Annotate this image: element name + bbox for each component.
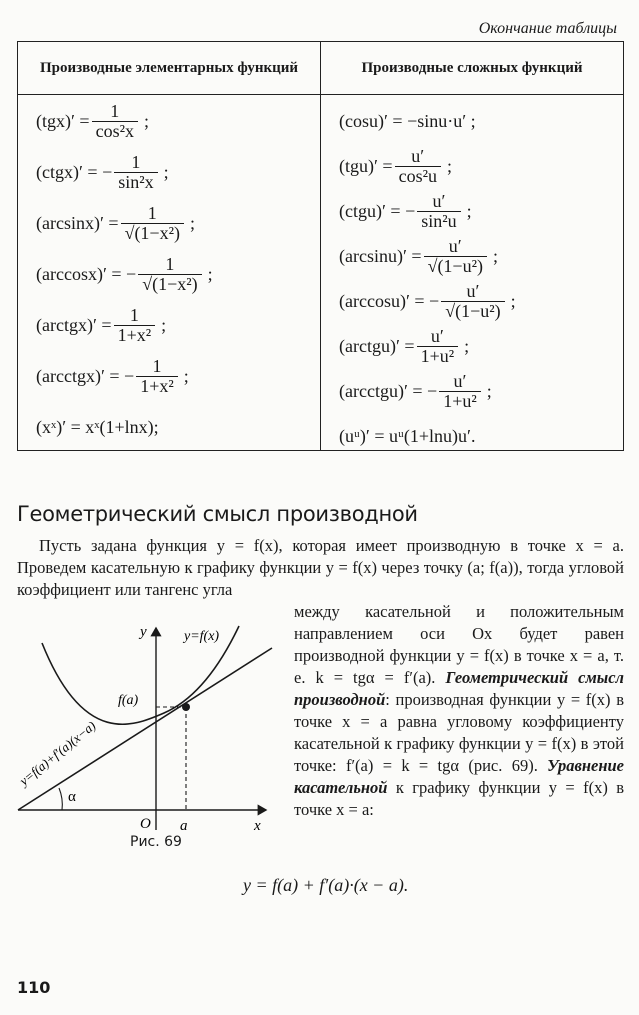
fraction-denominator: cos²u xyxy=(395,166,441,186)
column-header-elementary: Производные элементарных функций xyxy=(18,42,321,95)
fraction-denominator: 1+u² xyxy=(439,391,481,411)
fraction-denominator: sin²u xyxy=(417,211,460,231)
fraction-numerator: u′ xyxy=(430,325,444,346)
formula-lhs: (tgu)′ = xyxy=(339,155,393,176)
formula-lhs: (arcsinu)′ = xyxy=(339,245,422,266)
formula xyxy=(36,254,213,294)
fraction-numerator: u′ xyxy=(453,370,467,391)
elementary-formulas-cell xyxy=(18,95,321,451)
fraction-numerator: 1 xyxy=(110,100,120,121)
text-run: : производная функции y = f(x) в точке x = a равна угловому коэффициенту касательной к графику функции y = f(x) в этой точке: f′(a) = k = tgα (рис. 69). xyxy=(294,690,624,775)
fraction-numerator: u′ xyxy=(411,145,425,166)
formula-tail: ; xyxy=(466,200,472,221)
formula xyxy=(339,191,472,231)
formula-lhs: (arcctgx)′ = − xyxy=(36,365,135,386)
formula xyxy=(339,281,516,321)
formula-lhs: (arcsinx)′ = xyxy=(36,212,119,233)
tangent-equation: y = f(a) + f′(a)·(x − a). xyxy=(243,875,409,895)
formula-tail: ; xyxy=(189,212,195,233)
formula-lhs: (arcctgu)′ = − xyxy=(339,380,438,401)
formula-lhs: (arctgx)′ = xyxy=(36,314,112,335)
formula-tail: ; xyxy=(486,380,492,401)
fraction xyxy=(136,357,178,396)
composite-formulas-cell xyxy=(321,95,624,451)
fraction xyxy=(395,147,441,186)
formula xyxy=(36,203,195,243)
fraction-denominator: √(1−x²) xyxy=(121,223,184,243)
formula xyxy=(339,146,452,186)
tangency-point xyxy=(182,703,190,711)
formula-tail: ; xyxy=(510,290,516,311)
fraction-denominator: 1+x² xyxy=(136,376,178,396)
axis-label-y: y xyxy=(140,624,147,640)
page-number: 110 xyxy=(17,978,51,997)
paragraph-intro: Пусть задана функция y = f(x), которая имеет производную в точке x = a. Проведем касательную к графику функции y = f(x) через точку (a; f(a)), тогда угловой коэффициент или тангенс угла xyxy=(17,536,624,599)
formula-lhs: (xˣ)′ = xˣ(1+lnx); xyxy=(36,416,159,437)
fraction-denominator: √(1−u²) xyxy=(441,301,504,321)
origin-label: O xyxy=(140,816,151,832)
text-run: к графику функции y = f(x) в точке x = a: xyxy=(294,778,624,819)
fraction-numerator: 1 xyxy=(131,151,141,172)
fraction-numerator: 1 xyxy=(129,304,139,325)
fraction xyxy=(121,204,184,243)
fraction-denominator: √(1−u²) xyxy=(424,256,487,276)
fraction xyxy=(138,255,201,294)
tangent-figure xyxy=(14,618,279,833)
fraction-denominator: sin²x xyxy=(114,172,157,192)
fraction xyxy=(417,327,459,366)
fraction-denominator: 1+u² xyxy=(417,346,459,366)
fraction-denominator: √(1−x²) xyxy=(138,274,201,294)
formula xyxy=(36,152,169,192)
formula xyxy=(339,101,476,141)
fraction-denominator: cos²x xyxy=(92,121,138,141)
formula-tail: ; xyxy=(163,161,169,182)
formula xyxy=(339,416,475,456)
point-a-label: a xyxy=(180,818,188,833)
paragraph-geometric-meaning xyxy=(294,601,624,821)
text-run: между касательной и положительным направлением оси Ox будет равен производной функции y = f(x) в точке x = a, т. е. k = tgα = f′(a). xyxy=(294,602,624,687)
formula-tail: ; xyxy=(161,314,167,335)
formula-lhs: (arccosx)′ = − xyxy=(36,263,137,284)
formula xyxy=(36,407,159,447)
formula-lhs: (ctgu)′ = − xyxy=(339,200,416,221)
figure-caption: Рис. 69 xyxy=(130,834,182,850)
fraction-numerator: u′ xyxy=(432,190,446,211)
formula xyxy=(36,356,189,396)
formula xyxy=(36,305,166,345)
angle-arc xyxy=(59,788,62,810)
curve-label: y=f(x) xyxy=(184,629,220,644)
formula xyxy=(339,236,498,276)
term-geometric-meaning: Геометрический смысл производной xyxy=(294,668,624,709)
axis-label-x: x xyxy=(254,818,261,833)
table-continuation-note: Окончание таблицы xyxy=(478,20,617,37)
formula-tail: ; xyxy=(492,245,498,266)
fraction xyxy=(417,192,460,231)
formula xyxy=(339,371,492,411)
fraction-denominator: 1+x² xyxy=(114,325,156,345)
formula xyxy=(339,326,469,366)
fa-label: f(a) xyxy=(118,693,139,708)
formula-lhs: (ctgx)′ = − xyxy=(36,161,113,182)
formula-tail: ; xyxy=(183,365,189,386)
fraction xyxy=(92,102,138,141)
column-header-composite: Производные сложных функций xyxy=(321,42,624,95)
formula-lhs: (arccosu)′ = − xyxy=(339,290,440,311)
tangent-label: y=f(a)+f′(a)(x−a) xyxy=(16,717,99,789)
formula-tail: ; xyxy=(207,263,213,284)
fraction-numerator: u′ xyxy=(448,235,462,256)
fraction-numerator: 1 xyxy=(165,253,175,274)
fraction-numerator: 1 xyxy=(147,202,157,223)
formula-lhs: (uᵘ)′ = uᵘ(1+lnu)u′. xyxy=(339,425,476,446)
fraction xyxy=(114,306,156,345)
fraction xyxy=(114,153,157,192)
formula-tail: ; xyxy=(446,155,452,176)
angle-label: α xyxy=(68,789,76,805)
fraction-numerator: 1 xyxy=(152,355,162,376)
fraction xyxy=(439,372,481,411)
derivatives-table xyxy=(17,41,624,451)
fraction xyxy=(441,282,504,321)
formula-lhs: (arctgu)′ = xyxy=(339,335,415,356)
formula-tail: ; xyxy=(143,110,149,131)
formula-tail: ; xyxy=(464,335,470,356)
formula xyxy=(36,101,149,141)
fraction xyxy=(424,237,487,276)
formula-lhs: (cosu)′ = −sinu·u′ ; xyxy=(339,110,476,131)
section-title: Геометрический смысл производной xyxy=(17,502,418,526)
formula-lhs: (tgx)′ = xyxy=(36,110,90,131)
term-tangent-equation: Уравнение касательной xyxy=(294,756,624,797)
fraction-numerator: u′ xyxy=(466,280,480,301)
